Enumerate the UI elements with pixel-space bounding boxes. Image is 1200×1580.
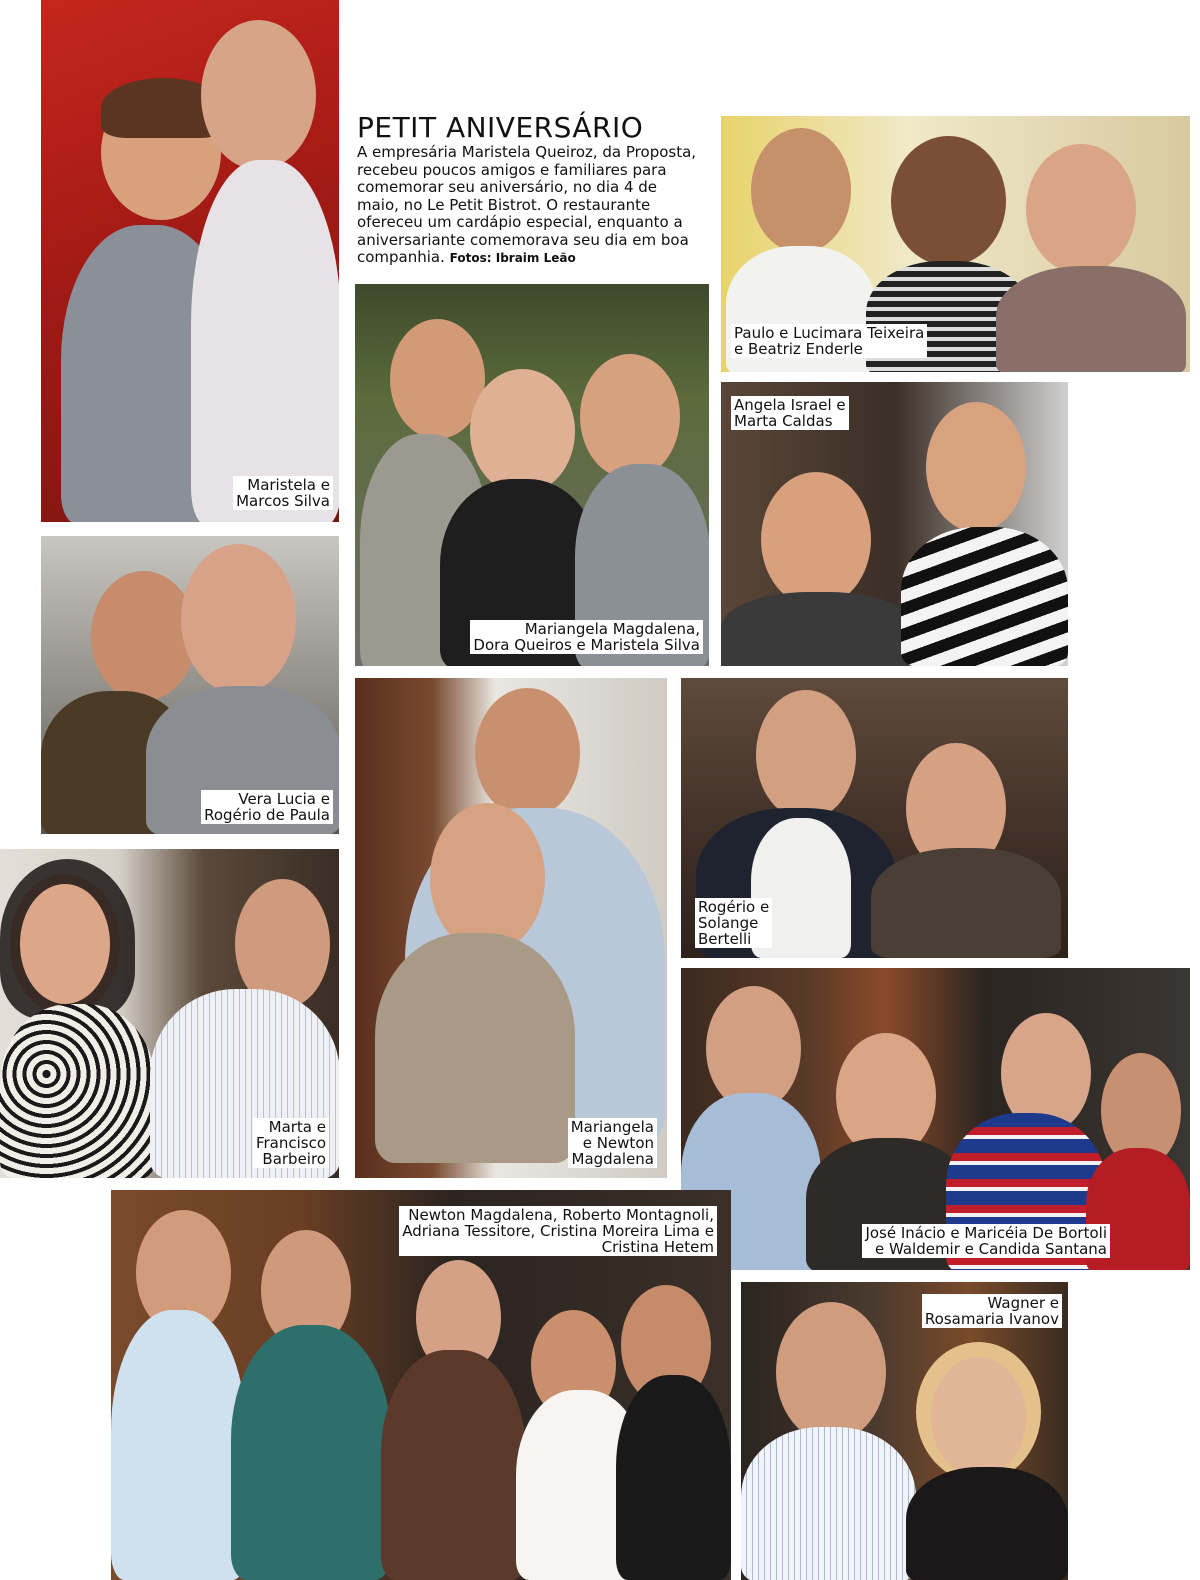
article-body-text: A empresária Maristela Queiroz, da Proposta, recebeu poucos amigos e familiares para comemorar seu aniversário, no dia 4 de maio, no Le Petit Bistrot. O restaurante ofereceu um cardápio especial, enquanto a aniversariante comemorava seu dia em boa companhia.	[357, 143, 697, 266]
photo-rogerio-solange	[681, 678, 1068, 958]
photo-wagner-rosamaria	[741, 1282, 1068, 1580]
photo-caption: Mariangela e Newton Magdalena	[568, 1118, 657, 1168]
photo-mariangela-newton	[355, 678, 667, 1178]
photo-vera-rogerio	[41, 536, 339, 834]
photo-maristela-marcos	[41, 0, 339, 522]
article-body	[357, 144, 702, 268]
photo-caption: Mariangela Magdalena, Dora Queiros e Maristela Silva	[470, 620, 703, 654]
photo-caption: Wagner e Rosamaria Ivanov	[922, 1294, 1062, 1328]
photo-angela-marta	[721, 382, 1068, 666]
photo-caption: Newton Magdalena, Roberto Montagnoli, Adriana Tessitore, Cristina Moreira Lima e Cristina Hetem	[399, 1206, 717, 1256]
article-title: PETIT ANIVERSÁRIO	[357, 111, 644, 144]
photo-caption: Maristela e Marcos Silva	[233, 476, 333, 510]
photo-caption: Paulo e Lucimara Teixeira e Beatriz Enderle	[731, 324, 927, 358]
photo-caption: Vera Lucia e Rogério de Paula	[201, 790, 333, 824]
photo-jose-mariceia-waldemir-candida	[681, 968, 1190, 1270]
photo-caption: Angela Israel e Marta Caldas	[731, 396, 849, 430]
photo-credit: Fotos: Ibraim Leão	[449, 251, 576, 265]
photo-mariangela-dora-maristela	[355, 284, 709, 666]
photo-caption: Rogério e Solange Bertelli	[695, 898, 772, 948]
photo-marta-francisco	[0, 849, 339, 1178]
article-header	[357, 112, 702, 268]
photo-paulo-lucimara-beatriz	[721, 116, 1190, 372]
photo-caption: Marta e Francisco Barbeiro	[253, 1118, 329, 1168]
photo-caption: José Inácio e Maricéia De Bortoli e Waldemir e Candida Santana	[862, 1224, 1110, 1258]
photo-group-newton-roberto-adriana-cristina	[111, 1190, 731, 1580]
